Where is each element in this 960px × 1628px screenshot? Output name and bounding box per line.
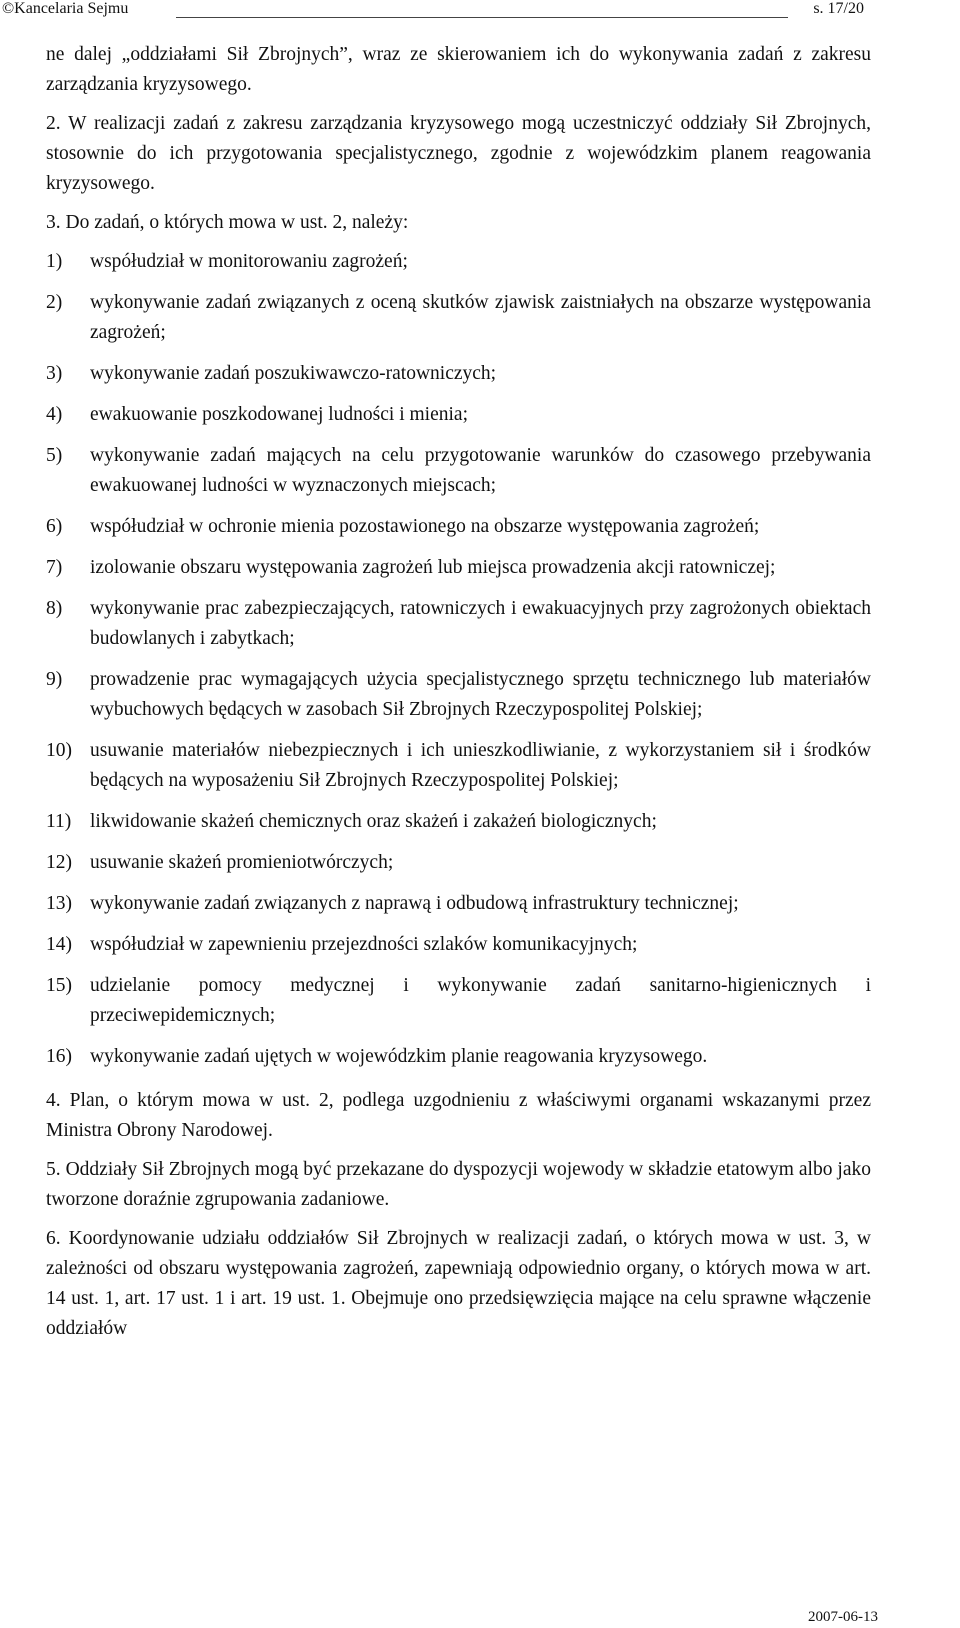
list-item [46, 512, 871, 542]
list-item [46, 553, 871, 583]
item-text: prowadzenie prac wymagających użycia specjalistycznego sprzętu technicznego lub materiałów wybuchowych będących w zasobach Sił Zbrojnych Rzeczypospolitej Polskiej; [90, 669, 871, 720]
paragraph-2: 2. W realizacji zadań z zakresu zarządzania kryzysowego mogą uczestniczyć oddziały Sił Zbrojnych, stosownie do ich przygotowania specjalistycznego, zgodnie z wojewódzkim planem reagowania kryzysowego. [46, 113, 871, 194]
item-number: 5) [46, 445, 63, 466]
item-number: 4) [46, 404, 63, 425]
item-text: wykonywanie zadań związanych z oceną skutków zjawisk zaistniałych na obszarze występowania zagrożeń; [90, 292, 871, 343]
item-text: wykonywanie zadań związanych z naprawą i odbudową infrastruktury technicznej; [90, 893, 739, 914]
item-text: usuwanie skażeń promieniotwórczych; [90, 852, 394, 873]
list-item [46, 665, 871, 725]
list-item [46, 288, 871, 348]
page-header [0, 0, 960, 18]
paragraph-4: 4. Plan, o którym mowa w ust. 2, podlega uzgodnieniu z właściwymi organami wskazanymi przez Ministra Obrony Narodowej. [46, 1090, 871, 1141]
paragraph-continuation: ne dalej „oddziałami Sił Zbrojnych”, wraz ze skierowaniem ich do wykonywania zadań z zakresu zarządzania kryzysowego. [46, 44, 871, 95]
list-item [46, 441, 871, 501]
item-number: 15) [46, 975, 72, 996]
item-number: 7) [46, 557, 63, 578]
item-text: wykonywanie prac zabezpieczających, ratowniczych i ewakuacyjnych przy zagrożonych obiektach budowlanych i zabytkach; [90, 598, 871, 649]
item-number: 13) [46, 893, 72, 914]
item-text: współudział w monitorowaniu zagrożeń; [90, 251, 408, 272]
task-list [46, 247, 871, 1072]
item-number: 3) [46, 363, 63, 384]
item-text: usuwanie materiałów niebezpiecznych i ich unieszkodliwianie, z wykorzystaniem sił i środków będących na wyposażeniu Sił Zbrojnych Rzeczypospolitej Polskiej; [90, 740, 871, 791]
list-item [46, 807, 871, 837]
list-item [46, 247, 871, 277]
item-text: udzielanie pomocy medycznej i wykonywanie zadań sanitarno-higienicznych i przeciwepidemicznych; [90, 975, 871, 1026]
item-text: wykonywanie zadań ujętych w wojewódzkim planie reagowania kryzysowego. [90, 1046, 708, 1067]
list-item [46, 736, 871, 796]
item-number: 11) [46, 811, 72, 832]
list-item [46, 594, 871, 654]
item-text: współudział w ochronie mienia pozostawionego na obszarze występowania zagrożeń; [90, 516, 760, 537]
item-text: ewakuowanie poszkodowanej ludności i mienia; [90, 404, 468, 425]
item-number: 8) [46, 598, 63, 619]
paragraph-5: 5. Oddziały Sił Zbrojnych mogą być przekazane do dyspozycji wojewody w składzie etatowym albo jako tworzone doraźnie zgrupowania zadaniowe. [46, 1159, 871, 1210]
list-item [46, 359, 871, 389]
list-item [46, 971, 871, 1031]
item-number: 10) [46, 740, 72, 761]
list-item [46, 848, 871, 878]
page-number: s. 17/20 [813, 0, 864, 17]
list-item [46, 930, 871, 960]
list-item [46, 400, 871, 430]
header-source: ©Kancelaria Sejmu [2, 0, 129, 17]
document-body [46, 40, 871, 1353]
item-number: 16) [46, 1046, 72, 1067]
item-text: wykonywanie zadań mających na celu przygotowanie warunków do czasowego przebywania ewakuowanej ludności w wyznaczonych miejscach; [90, 445, 871, 496]
item-number: 6) [46, 516, 63, 537]
item-text: wykonywanie zadań poszukiwawczo-ratowniczych; [90, 363, 497, 384]
list-item [46, 1042, 871, 1072]
item-number: 14) [46, 934, 72, 955]
paragraph-3: 3. Do zadań, o których mowa w ust. 2, należy: [46, 212, 409, 233]
list-item [46, 889, 871, 919]
item-text: likwidowanie skażeń chemicznych oraz skażeń i zakażeń biologicznych; [90, 811, 657, 832]
footer-date: 2007-06-13 [808, 1609, 878, 1625]
item-number: 12) [46, 852, 72, 873]
paragraph-6: 6. Koordynowanie udziału oddziałów Sił Zbrojnych w realizacji zadań, o których mowa w ust. 3, w zależności od obszaru występowania zagrożeń, zapewniają odpowiednio organy, o których mowa w art. 14 ust. 1, art. 17 ust. 1 i art. 19 ust. 1. Obejmuje ono przedsięwzięcia mające na celu sprawne włączenie oddziałów [46, 1228, 871, 1339]
item-number: 1) [46, 251, 63, 272]
header-rule [176, 17, 788, 18]
item-number: 2) [46, 292, 63, 313]
item-text: współudział w zapewnieniu przejezdności szlaków komunikacyjnych; [90, 934, 638, 955]
item-number: 9) [46, 669, 63, 690]
item-text: izolowanie obszaru występowania zagrożeń lub miejsca prowadzenia akcji ratowniczej; [90, 557, 776, 578]
